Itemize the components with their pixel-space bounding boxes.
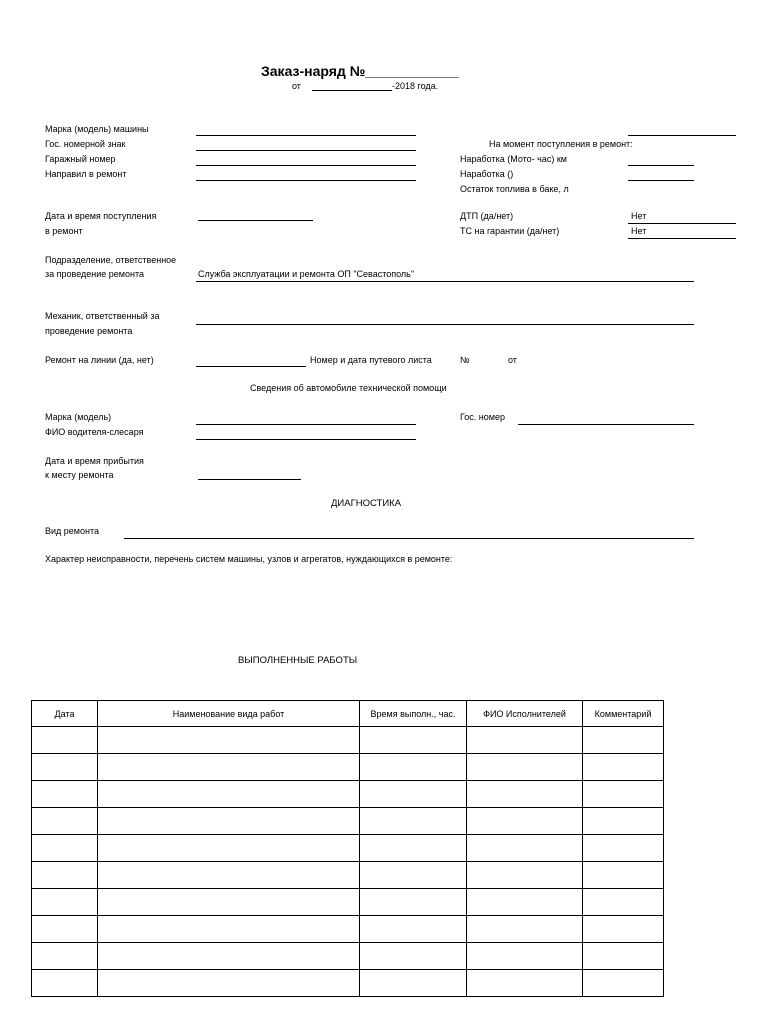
works-table <box>31 700 664 997</box>
table-row <box>32 889 664 916</box>
tech-help-brand-field[interactable] <box>196 424 416 425</box>
table-row <box>32 916 664 943</box>
vehicle-brand-label: Марка (модель) машины <box>45 124 149 134</box>
table-cell[interactable] <box>467 781 583 808</box>
waybill-label: Номер и дата путевого листа <box>310 355 432 365</box>
admission-label-2: в ремонт <box>45 226 83 236</box>
garage-number-label: Гаражный номер <box>45 154 116 164</box>
table-cell[interactable] <box>467 943 583 970</box>
department-label-2: за проведение ремонта <box>45 269 144 279</box>
fault-description-label: Характер неисправности, перечень систем машины, узлов и агрегатов, нуждающихся в ремонте: <box>45 554 453 564</box>
table-cell[interactable] <box>32 970 98 997</box>
table-cell[interactable] <box>583 862 664 889</box>
arrival-top-field[interactable] <box>628 135 736 136</box>
table-cell[interactable] <box>360 808 467 835</box>
vehicle-plate-label: Гос. номерной знак <box>45 139 126 149</box>
table-cell[interactable] <box>98 781 360 808</box>
table-row <box>32 862 664 889</box>
table-cell[interactable] <box>467 916 583 943</box>
tech-help-brand-label: Марка (модель) <box>45 412 112 422</box>
table-cell[interactable] <box>467 970 583 997</box>
table-cell[interactable] <box>98 862 360 889</box>
tech-help-driver-label: ФИО водителя-слесаря <box>45 427 144 437</box>
sent-by-field[interactable] <box>196 180 416 181</box>
accident-value: Нет <box>631 211 647 221</box>
sent-by-label: Направил в ремонт <box>45 169 127 179</box>
warranty-field[interactable] <box>628 238 736 239</box>
table-cell[interactable] <box>98 808 360 835</box>
tech-help-driver-field[interactable] <box>196 439 416 440</box>
table-cell[interactable] <box>32 943 98 970</box>
table-cell[interactable] <box>583 889 664 916</box>
table-cell[interactable] <box>360 727 467 754</box>
column-header-work-name: Наименование вида работ <box>98 701 360 727</box>
mechanic-field[interactable] <box>196 324 694 325</box>
table-cell[interactable] <box>32 754 98 781</box>
tech-help-plate-label: Гос. номер <box>460 412 505 422</box>
table-cell[interactable] <box>98 889 360 916</box>
table-cell[interactable] <box>583 781 664 808</box>
table-cell[interactable] <box>360 970 467 997</box>
table-cell[interactable] <box>98 754 360 781</box>
table-row <box>32 781 664 808</box>
department-label-1: Подразделение, ответственное <box>45 255 177 265</box>
tech-help-arrival-field[interactable] <box>198 479 301 480</box>
table-cell[interactable] <box>583 970 664 997</box>
table-row <box>32 943 664 970</box>
tech-help-plate-field[interactable] <box>518 424 694 425</box>
tech-help-arrival-label-1: Дата и время прибытия <box>45 456 144 466</box>
date-prefix: от <box>292 81 301 91</box>
fuel-label: Остаток топлива в баке, л <box>460 184 569 194</box>
table-cell[interactable] <box>467 889 583 916</box>
table-cell[interactable] <box>360 916 467 943</box>
mileage-field[interactable] <box>628 180 694 181</box>
table-cell[interactable] <box>467 754 583 781</box>
warranty-label: ТС на гарантии (да/нет) <box>460 226 560 236</box>
column-header-comment: Комментарий <box>583 701 664 727</box>
table-cell[interactable] <box>98 943 360 970</box>
table-cell[interactable] <box>583 916 664 943</box>
table-cell[interactable] <box>360 754 467 781</box>
table-cell[interactable] <box>360 943 467 970</box>
column-header-duration: Время выполн., час. <box>360 701 467 727</box>
table-cell[interactable] <box>32 862 98 889</box>
table-cell[interactable] <box>98 970 360 997</box>
waybill-from-label: от <box>508 355 517 365</box>
mileage-moto-label: Наработка (Мото- час) км <box>460 154 567 164</box>
table-row <box>32 808 664 835</box>
table-cell[interactable] <box>583 808 664 835</box>
mileage-moto-field[interactable] <box>628 165 694 166</box>
waybill-number-sign: № <box>460 355 470 365</box>
table-cell[interactable] <box>583 754 664 781</box>
admission-label-1: Дата и время поступления <box>45 211 157 221</box>
diagnostics-heading: ДИАГНОСТИКА <box>331 498 402 509</box>
table-cell[interactable] <box>583 835 664 862</box>
table-cell[interactable] <box>32 808 98 835</box>
table-cell[interactable] <box>360 862 467 889</box>
garage-number-field[interactable] <box>196 165 416 166</box>
vehicle-plate-field[interactable] <box>196 150 416 151</box>
table-cell[interactable] <box>360 781 467 808</box>
column-header-date: Дата <box>32 701 98 727</box>
vehicle-brand-field[interactable] <box>196 135 416 136</box>
line-repair-field[interactable] <box>196 366 306 367</box>
tech-help-arrival-label-2: к месту ремонта <box>45 470 114 480</box>
department-field[interactable] <box>196 281 694 282</box>
mechanic-label-1: Механик, ответственный за <box>45 311 160 321</box>
table-cell[interactable] <box>360 835 467 862</box>
accident-field[interactable] <box>628 223 736 224</box>
table-cell[interactable] <box>32 835 98 862</box>
table-row <box>32 835 664 862</box>
mechanic-label-2: проведение ремонта <box>45 326 133 336</box>
table-cell[interactable] <box>467 808 583 835</box>
table-cell[interactable] <box>467 862 583 889</box>
document-title: Заказ-наряд №____________ <box>261 63 459 79</box>
column-header-performers: ФИО Исполнителей <box>467 701 583 727</box>
table-cell[interactable] <box>98 916 360 943</box>
department-value: Служба эксплуатации и ремонта ОП "Севастополь" <box>198 269 415 279</box>
repair-type-label: Вид ремонта <box>45 526 99 536</box>
date-suffix: -2018 года. <box>392 81 439 91</box>
table-cell[interactable] <box>467 835 583 862</box>
table-cell[interactable] <box>583 943 664 970</box>
table-row <box>32 754 664 781</box>
table-cell[interactable] <box>467 727 583 754</box>
line-repair-label: Ремонт на линии (да, нет) <box>45 355 154 365</box>
accident-label: ДТП (да/нет) <box>460 211 514 221</box>
works-table-header-row <box>32 701 664 727</box>
table-row <box>32 970 664 997</box>
works-heading: ВЫПОЛНЕННЫЕ РАБОТЫ <box>238 655 358 666</box>
tech-help-heading: Сведения об автомобиле технической помощи <box>250 383 447 393</box>
table-cell[interactable] <box>32 889 98 916</box>
table-cell[interactable] <box>32 916 98 943</box>
table-cell[interactable] <box>32 781 98 808</box>
table-cell[interactable] <box>583 727 664 754</box>
table-cell[interactable] <box>360 889 467 916</box>
table-cell[interactable] <box>98 835 360 862</box>
mileage-label: Наработка () <box>460 169 514 179</box>
table-cell[interactable] <box>32 727 98 754</box>
arrival-state-heading: На момент поступления в ремонт: <box>489 139 633 149</box>
repair-type-field[interactable] <box>124 538 694 539</box>
table-row <box>32 727 664 754</box>
table-cell[interactable] <box>98 727 360 754</box>
order-date-field[interactable] <box>312 90 392 91</box>
admission-datetime-field[interactable] <box>198 220 313 221</box>
warranty-value: Нет <box>631 226 647 236</box>
